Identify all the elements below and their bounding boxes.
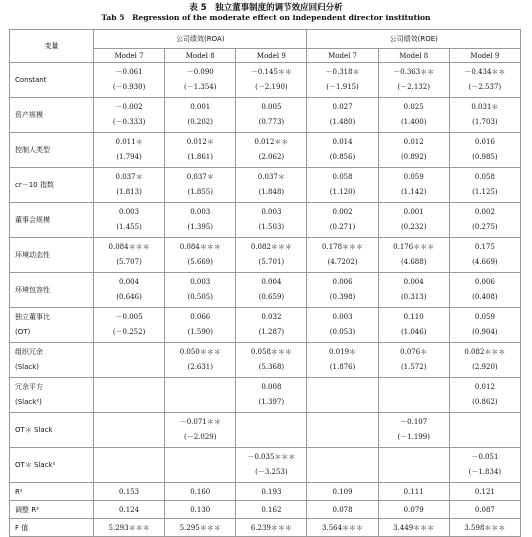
- coefficient-cell: [165, 98, 236, 133]
- t-statistic: (－1.354): [183, 83, 217, 91]
- stat-value: 0.079: [378, 501, 449, 519]
- t-statistic: (－0.930): [112, 83, 146, 91]
- coefficient-cell: [449, 63, 520, 98]
- t-statistic: (5.368): [258, 363, 285, 371]
- t-statistic: (0.053): [329, 328, 356, 336]
- coefficient-cell: [165, 448, 236, 483]
- stats-row: [10, 501, 521, 519]
- table-row: [10, 63, 521, 98]
- t-statistic: (0.313): [400, 293, 427, 301]
- coefficient-cell: [449, 203, 520, 238]
- coefficient-cell: [94, 133, 165, 168]
- coefficient-value: 0.012: [403, 138, 424, 146]
- t-statistic: (5.707): [116, 258, 142, 266]
- coefficient-value: －0.071＊＊: [179, 418, 221, 426]
- coefficient-value: [165, 380, 235, 395]
- variable-header: 变量: [10, 30, 94, 63]
- coefficient-value: 0.032: [261, 313, 282, 321]
- t-statistic: (1.876): [329, 363, 356, 371]
- coefficient-cell: [307, 63, 378, 98]
- coefficient-value: 0.037＊: [257, 173, 285, 181]
- table-title-chinese: 表 5 独立董事制度的调节效应回归分析: [189, 3, 343, 13]
- coefficient-cell: [165, 168, 236, 203]
- t-statistic: (1.400): [400, 118, 427, 126]
- row-label: R²: [10, 483, 94, 501]
- t-statistic: (0.505): [187, 293, 213, 301]
- coefficient-cell: [94, 238, 165, 273]
- table-row: [10, 378, 521, 413]
- coefficient-cell: [449, 343, 520, 378]
- coefficient-cell: [378, 273, 449, 308]
- t-statistic: (－3.253): [255, 468, 288, 476]
- t-statistic: (0.659): [258, 293, 285, 301]
- coefficient-cell: [307, 203, 378, 238]
- coefficient-value: 0.031＊: [471, 103, 499, 111]
- coefficient-value: 0.003: [190, 208, 211, 216]
- coefficient-cell: [165, 63, 236, 98]
- row-label: 调整 R²: [10, 501, 94, 519]
- coefficient-value: 0.058＊＊＊: [250, 348, 292, 356]
- row-label-line: 组织冗余: [15, 348, 43, 356]
- t-statistic: (0.408): [472, 293, 498, 301]
- row-label-line: 冗余平方: [15, 383, 43, 391]
- t-statistic: (1.794): [116, 153, 142, 161]
- coefficient-cell: [378, 168, 449, 203]
- t-statistic: (1.590): [187, 328, 213, 336]
- coefficient-cell: [449, 273, 520, 308]
- coefficient-value: [94, 380, 164, 395]
- row-label-line: (Slack): [15, 363, 40, 371]
- regression-table: [9, 29, 521, 537]
- stat-value: 0.162: [236, 501, 307, 519]
- coefficient-value: －0.090: [186, 68, 214, 76]
- table-row: [10, 343, 521, 378]
- coefficient-value: 0.011＊: [115, 138, 143, 146]
- row-label: 环境动态性: [10, 238, 94, 273]
- coefficient-value: －0.051: [471, 453, 499, 461]
- coefficient-value: 0.002: [474, 208, 495, 216]
- coefficient-cell: [236, 238, 307, 273]
- coefficient-value: [307, 415, 377, 430]
- coefficient-cell: [307, 273, 378, 308]
- t-statistic: (1.848): [258, 188, 285, 196]
- table-row: [10, 168, 521, 203]
- t-statistic: (1.572): [400, 363, 427, 371]
- coefficient-cell: [94, 413, 165, 448]
- coefficient-value: 0.004: [119, 278, 140, 286]
- coefficient-cell: [94, 63, 165, 98]
- stat-value: 0.193: [236, 483, 307, 501]
- group-header-roa: 公司绩效(ROA): [94, 30, 307, 49]
- t-statistic: (－1.834): [468, 468, 502, 476]
- row-label-line: (OT): [15, 328, 31, 336]
- coefficient-value: 0.037＊: [186, 173, 214, 181]
- t-statistic: [307, 395, 377, 410]
- table-row: [10, 448, 521, 483]
- t-statistic: (－2.190): [255, 83, 288, 91]
- coefficient-cell: [307, 168, 378, 203]
- stat-value: 6.239＊＊＊: [236, 519, 307, 537]
- t-statistic: (0.985): [472, 153, 498, 161]
- coefficient-value: [379, 450, 449, 465]
- row-label-line: 独立董事比: [15, 313, 50, 321]
- coefficient-value: 0.176＊＊＊: [393, 243, 435, 251]
- coefficient-value: 0.001: [190, 103, 211, 111]
- coefficient-value: 0.003: [332, 313, 353, 321]
- t-statistic: (1.455): [116, 223, 142, 231]
- stat-value: 3.598＊＊＊: [449, 519, 520, 537]
- coefficient-cell: [378, 98, 449, 133]
- coefficient-value: 0.066: [190, 313, 211, 321]
- coefficient-value: －0.061: [115, 68, 143, 76]
- coefficient-value: 0.082＊＊＊: [464, 348, 506, 356]
- t-statistic: (5.669): [187, 258, 213, 266]
- t-statistic: (－1.199): [397, 433, 430, 441]
- coefficient-cell: [236, 343, 307, 378]
- coefficient-cell: [378, 133, 449, 168]
- t-statistic: (2.631): [187, 363, 213, 371]
- coefficient-cell: [94, 203, 165, 238]
- coefficient-cell: [378, 413, 449, 448]
- coefficient-cell: [449, 378, 520, 413]
- t-statistic: (－0.252): [112, 328, 146, 336]
- coefficient-cell: [94, 98, 165, 133]
- coefficient-value: 0.008: [261, 383, 282, 391]
- coefficient-value: [94, 415, 164, 430]
- coefficient-value: [379, 380, 449, 395]
- t-statistic: (－1.915): [326, 83, 359, 91]
- coefficient-value: [450, 415, 520, 430]
- row-label-line: (Slack²): [15, 398, 42, 406]
- coefficient-value: 0.076＊: [400, 348, 428, 356]
- model-header: Model 7: [94, 49, 165, 63]
- coefficient-value: 0.004: [403, 278, 424, 286]
- t-statistic: [94, 395, 164, 410]
- stat-value: 0.124: [94, 501, 165, 519]
- t-statistic: (1.120): [329, 188, 356, 196]
- coefficient-value: [94, 450, 164, 465]
- t-statistic: (1.703): [472, 118, 498, 126]
- t-statistic: (1.861): [187, 153, 213, 161]
- table-row: [10, 273, 521, 308]
- coefficient-value: －0.035＊＊＊: [247, 453, 296, 461]
- stat-value: 0.153: [94, 483, 165, 501]
- t-statistic: [165, 395, 235, 410]
- coefficient-cell: [165, 133, 236, 168]
- coefficient-value: [94, 345, 164, 360]
- coefficient-value: 0.058: [332, 173, 353, 181]
- t-statistic: (0.892): [400, 153, 427, 161]
- t-statistic: (0.275): [472, 223, 498, 231]
- t-statistic: [450, 430, 520, 445]
- t-statistic: (1.480): [329, 118, 356, 126]
- t-statistic: (1.503): [258, 223, 285, 231]
- stat-value: 0.121: [449, 483, 520, 501]
- coefficient-cell: [94, 168, 165, 203]
- coefficient-cell: [236, 133, 307, 168]
- coefficient-cell: [236, 378, 307, 413]
- stat-value: 3.564＊＊＊: [307, 519, 378, 537]
- t-statistic: [236, 430, 306, 445]
- t-statistic: (0.646): [116, 293, 142, 301]
- t-statistic: (2.920): [472, 363, 498, 371]
- t-statistic: (1.125): [472, 188, 498, 196]
- t-statistic: (0.271): [329, 223, 356, 231]
- coefficient-value: 0.003: [119, 208, 140, 216]
- coefficient-cell: [449, 238, 520, 273]
- group-header-row: [10, 30, 521, 49]
- row-label: 环境包容性: [10, 273, 94, 308]
- coefficient-value: 0.003: [261, 208, 282, 216]
- coefficient-cell: [307, 238, 378, 273]
- coefficient-cell: [449, 308, 520, 343]
- row-label: Constant: [10, 63, 94, 98]
- coefficient-value: 0.016: [474, 138, 495, 146]
- coefficient-cell: [165, 203, 236, 238]
- coefficient-cell: [165, 273, 236, 308]
- coefficient-value: 0.058: [474, 173, 495, 181]
- row-label: 控制人类型: [10, 133, 94, 168]
- t-statistic: (0.856): [329, 153, 356, 161]
- t-statistic: [379, 395, 449, 410]
- coefficient-cell: [307, 98, 378, 133]
- t-statistic: (4.688): [400, 258, 427, 266]
- stats-row: [10, 483, 521, 501]
- model-header: Model 7: [307, 49, 378, 63]
- coefficient-value: －0.145＊＊: [250, 68, 292, 76]
- coefficient-cell: [94, 308, 165, 343]
- coefficient-value: 0.003: [190, 278, 211, 286]
- coefficient-cell: [165, 238, 236, 273]
- coefficient-value: 0.019＊: [329, 348, 357, 356]
- row-label: 董事会规模: [10, 203, 94, 238]
- t-statistic: (1.287): [258, 328, 285, 336]
- coefficient-cell: [94, 273, 165, 308]
- coefficient-cell: [449, 448, 520, 483]
- coefficient-value: 0.027: [332, 103, 353, 111]
- coefficient-cell: [307, 308, 378, 343]
- t-statistic: (－2.132): [397, 83, 430, 91]
- t-statistic: [94, 430, 164, 445]
- coefficient-value: 0.059: [474, 313, 495, 321]
- coefficient-cell: [165, 378, 236, 413]
- group-header-roe: 公司绩效(ROE): [307, 30, 521, 49]
- model-header: Model 8: [165, 49, 236, 63]
- coefficient-value: 0.004: [261, 278, 282, 286]
- t-statistic: (－0.333): [112, 118, 146, 126]
- coefficient-value: 0.012: [474, 383, 495, 391]
- coefficient-cell: [307, 133, 378, 168]
- stat-value: 5.295＊＊＊: [165, 519, 236, 537]
- t-statistic: (1.397): [258, 398, 285, 406]
- coefficient-cell: [378, 343, 449, 378]
- coefficient-cell: [236, 63, 307, 98]
- coefficient-value: [236, 415, 306, 430]
- coefficient-cell: [236, 98, 307, 133]
- t-statistic: (－2.029): [183, 433, 217, 441]
- coefficient-cell: [236, 308, 307, 343]
- model-header: Model 8: [378, 49, 449, 63]
- t-statistic: (1.813): [116, 188, 142, 196]
- coefficient-cell: [236, 448, 307, 483]
- coefficient-value: 0.025: [403, 103, 424, 111]
- coefficient-value: 0.014: [332, 138, 353, 146]
- t-statistic: (2.062): [258, 153, 285, 161]
- coefficient-cell: [307, 448, 378, 483]
- coefficient-cell: [449, 98, 520, 133]
- coefficient-value: －0.005: [115, 313, 143, 321]
- t-statistic: (0.202): [187, 118, 213, 126]
- coefficient-cell: [94, 343, 165, 378]
- coefficient-cell: [449, 133, 520, 168]
- coefficient-cell: [236, 168, 307, 203]
- coefficient-cell: [165, 308, 236, 343]
- t-statistic: (0.398): [329, 293, 356, 301]
- stat-value: 3.449＊＊＊: [378, 519, 449, 537]
- model-header: Model 9: [449, 49, 520, 63]
- stat-value: 5.293＊＊＊: [94, 519, 165, 537]
- coefficient-cell: [307, 343, 378, 378]
- stat-value: 0.087: [449, 501, 520, 519]
- t-statistic: (－2.537): [468, 83, 502, 91]
- coefficient-value: 0.110: [403, 313, 424, 321]
- table-row: [10, 413, 521, 448]
- coefficient-cell: [378, 63, 449, 98]
- table-row: [10, 203, 521, 238]
- row-label: 资产规模: [10, 98, 94, 133]
- table-title-english: Tab 5 Regression of the moderate effect on independent director institution: [101, 13, 431, 22]
- t-statistic: (1.395): [187, 223, 213, 231]
- coefficient-value: 0.178＊＊＊: [322, 243, 364, 251]
- t-statistic: (1.142): [400, 188, 427, 196]
- coefficient-cell: [94, 378, 165, 413]
- row-label: [10, 343, 94, 378]
- coefficient-value: 0.084＊＊＊: [179, 243, 221, 251]
- table-row: [10, 238, 521, 273]
- coefficient-cell: [307, 378, 378, 413]
- t-statistic: (4.669): [472, 258, 498, 266]
- coefficient-cell: [449, 168, 520, 203]
- coefficient-value: 0.059: [403, 173, 424, 181]
- stats-row: [10, 519, 521, 537]
- coefficient-value: 0.012＊: [186, 138, 214, 146]
- t-statistic: (0.232): [400, 223, 427, 231]
- coefficient-value: －0.318＊: [325, 68, 360, 76]
- coefficient-cell: [236, 273, 307, 308]
- coefficient-value: 0.082＊＊＊: [250, 243, 292, 251]
- coefficient-value: 0.175: [474, 243, 495, 251]
- stat-value: 0.111: [378, 483, 449, 501]
- coefficient-cell: [449, 413, 520, 448]
- coefficient-value: [307, 450, 377, 465]
- t-statistic: (0.862): [472, 398, 498, 406]
- coefficient-cell: [378, 203, 449, 238]
- coefficient-value: 0.050＊＊＊: [179, 348, 221, 356]
- coefficient-cell: [236, 203, 307, 238]
- stat-value: 0.078: [307, 501, 378, 519]
- coefficient-cell: [378, 238, 449, 273]
- row-label: [10, 308, 94, 343]
- t-statistic: (0.904): [472, 328, 498, 336]
- coefficient-cell: [378, 448, 449, 483]
- stat-value: 0.130: [165, 501, 236, 519]
- coefficient-value: 0.006: [332, 278, 353, 286]
- coefficient-cell: [165, 343, 236, 378]
- coefficient-value: －0.107: [400, 418, 428, 426]
- row-label: OT＊ Slack: [10, 413, 94, 448]
- coefficient-cell: [94, 448, 165, 483]
- row-label: cr－10 指数: [10, 168, 94, 203]
- coefficient-value: [165, 450, 235, 465]
- row-label: F 值: [10, 519, 94, 537]
- coefficient-value: 0.084＊＊＊: [108, 243, 150, 251]
- t-statistic: (1.855): [187, 188, 213, 196]
- coefficient-value: 0.002: [332, 208, 353, 216]
- row-label: OT＊ Slack²: [10, 448, 94, 483]
- t-statistic: (1.046): [400, 328, 427, 336]
- coefficient-value: －0.002: [115, 103, 143, 111]
- coefficient-value: [307, 380, 377, 395]
- coefficient-value: 0.001: [403, 208, 424, 216]
- coefficient-value: 0.037＊: [115, 173, 143, 181]
- stat-value: 0.160: [165, 483, 236, 501]
- coefficient-value: 0.006: [474, 278, 495, 286]
- coefficient-value: 0.005: [261, 103, 282, 111]
- row-label: [10, 378, 94, 413]
- model-header: Model 9: [236, 49, 307, 63]
- coefficient-value: 0.012＊＊: [254, 138, 289, 146]
- table-row: [10, 308, 521, 343]
- t-statistic: [307, 430, 377, 445]
- coefficient-cell: [236, 413, 307, 448]
- stat-value: 0.109: [307, 483, 378, 501]
- t-statistic: (4.7202): [327, 258, 358, 266]
- coefficient-cell: [378, 378, 449, 413]
- coefficient-value: －0.363＊＊: [393, 68, 435, 76]
- t-statistic: (5.701): [258, 258, 285, 266]
- coefficient-value: －0.434＊＊: [464, 68, 506, 76]
- t-statistic: (0.773): [258, 118, 285, 126]
- t-statistic: [94, 360, 164, 375]
- table-row: [10, 133, 521, 168]
- table-row: [10, 98, 521, 133]
- coefficient-cell: [165, 413, 236, 448]
- coefficient-cell: [307, 413, 378, 448]
- coefficient-cell: [378, 308, 449, 343]
